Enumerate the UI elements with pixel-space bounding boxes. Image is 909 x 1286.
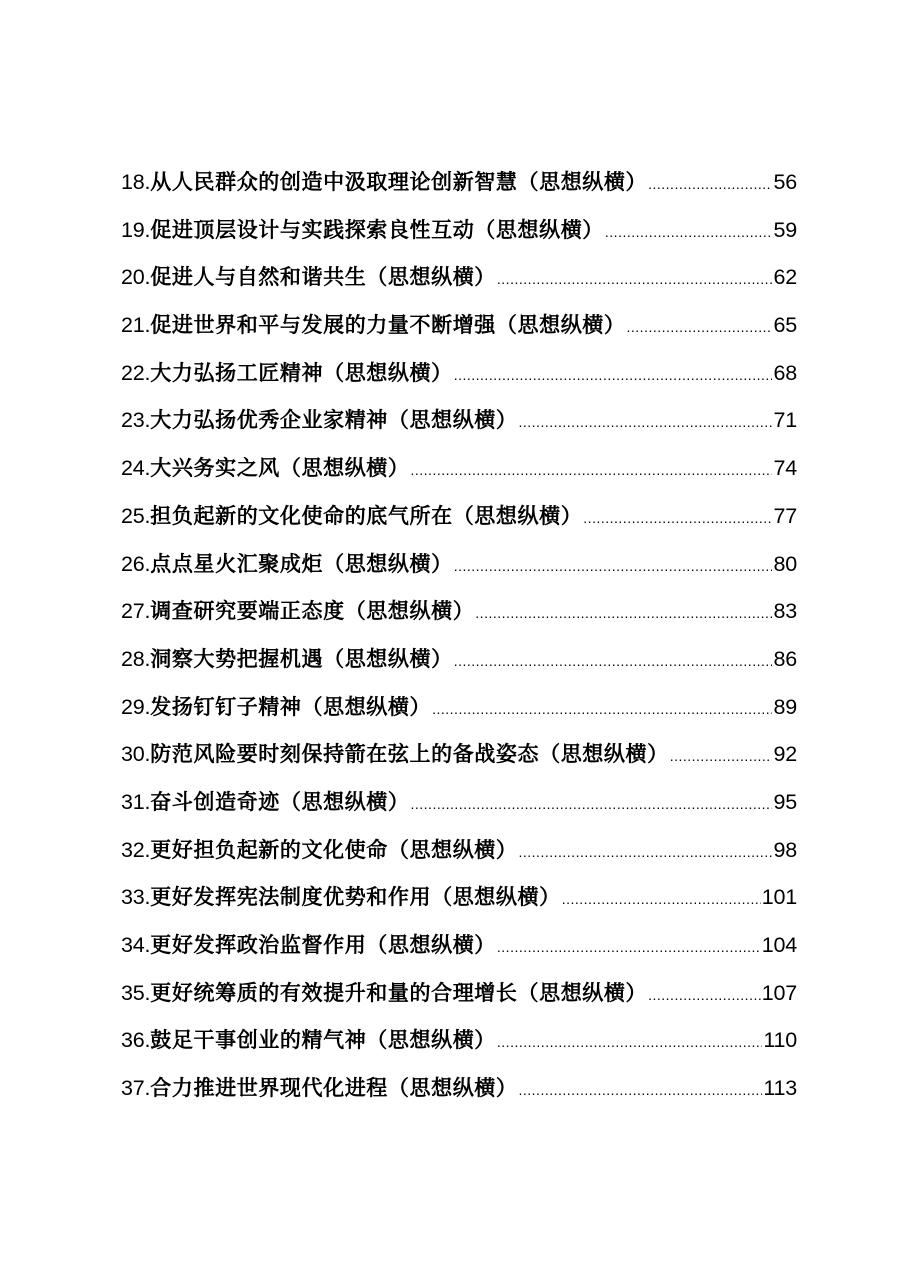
toc-entry-title: 合力推进世界现代化进程（思想纵横） — [150, 1076, 518, 1101]
dot-leader — [648, 972, 761, 1020]
toc-entry-page-number: 89 — [773, 694, 797, 719]
toc-entry-number: 18. — [121, 170, 151, 194]
dot-leader — [497, 256, 773, 304]
toc-entry-page-number: 113 — [763, 1076, 797, 1101]
table-of-contents — [121, 159, 797, 1113]
toc-entry[interactable] — [121, 350, 797, 398]
toc-entry-number: 23. — [121, 408, 151, 433]
toc-entry-number: 26. — [121, 551, 151, 576]
toc-entry[interactable] — [121, 922, 797, 970]
toc-entry[interactable] — [121, 636, 797, 684]
dot-leader — [519, 399, 773, 447]
dot-leader — [562, 876, 761, 924]
dot-leader — [432, 686, 772, 734]
toc-entry-title: 点点星火汇聚成炬（思想纵横） — [150, 551, 453, 576]
toc-entry[interactable] — [121, 731, 797, 779]
dot-leader — [497, 1019, 762, 1067]
toc-entry-title: 鼓足干事创业的精气神（思想纵横） — [150, 1028, 496, 1053]
toc-entry-page-number: 74 — [773, 456, 797, 481]
toc-entry-title: 促进世界和平与发展的力量不断增强（思想纵横） — [150, 313, 626, 338]
toc-entry[interactable] — [121, 827, 797, 875]
toc-entry[interactable] — [121, 397, 797, 445]
toc-entry-number: 19. — [121, 217, 151, 242]
toc-entry-title: 更好统筹质的有效提升和量的合理增长（思想纵横） — [150, 980, 648, 1005]
dot-leader — [411, 447, 773, 495]
dot-leader — [670, 733, 773, 781]
toc-entry-number: 33. — [121, 885, 151, 910]
toc-entry[interactable] — [121, 159, 797, 207]
toc-entry-number: 31. — [121, 789, 151, 814]
toc-entry-title: 更好发挥宪法制度优势和作用（思想纵横） — [150, 885, 561, 910]
dot-leader — [648, 161, 772, 209]
dot-leader — [411, 781, 773, 829]
toc-entry-number: 30. — [121, 742, 151, 767]
toc-entry-number: 25. — [121, 503, 151, 528]
toc-entry-number: 34. — [121, 933, 151, 957]
toc-entry-title: 大兴务实之风（思想纵横） — [150, 456, 410, 481]
toc-entry-page-number: 95 — [773, 789, 797, 814]
toc-entry-page-number: 71 — [773, 408, 797, 433]
toc-entry-page-number: 98 — [773, 837, 797, 862]
toc-entry[interactable] — [121, 588, 797, 636]
toc-entry-number: 37. — [121, 1076, 151, 1101]
toc-entry-number: 21. — [121, 313, 151, 338]
toc-entry-title: 防范风险要时刻保持箭在弦上的备战姿态（思想纵横） — [150, 742, 669, 767]
toc-entry-title: 担负起新的文化使命的底气所在（思想纵横） — [150, 503, 583, 528]
toc-entry-number: 32. — [121, 837, 151, 862]
toc-entry[interactable] — [121, 254, 797, 302]
toc-entry-page-number: 68 — [773, 360, 797, 385]
dot-leader — [454, 638, 773, 686]
toc-entry-title: 从人民群众的创造中汲取理论创新智慧（思想纵横） — [150, 170, 648, 194]
toc-entry-title: 更好担负起新的文化使命（思想纵横） — [150, 837, 518, 862]
toc-entry-title: 发扬钉钉子精神（思想纵横） — [150, 694, 432, 719]
dot-leader — [519, 829, 773, 877]
toc-entry-number: 28. — [121, 646, 151, 671]
toc-entry-title: 促进顶层设计与实践探索良性互动（思想纵横） — [150, 217, 604, 242]
dot-leader — [454, 352, 773, 400]
toc-entry[interactable] — [121, 445, 797, 493]
toc-entry[interactable] — [121, 1017, 797, 1065]
toc-entry-page-number: 107 — [761, 980, 797, 1005]
toc-entry-title: 洞察大势把握机遇（思想纵横） — [150, 646, 453, 671]
toc-entry[interactable] — [121, 207, 797, 255]
toc-entry[interactable] — [121, 541, 797, 589]
toc-entry[interactable] — [121, 779, 797, 827]
dot-leader — [583, 495, 772, 543]
toc-entry-title: 大力弘扬工匠精神（思想纵横） — [150, 360, 453, 385]
toc-entry[interactable] — [121, 1065, 797, 1113]
dot-leader — [519, 1067, 763, 1115]
toc-entry[interactable] — [121, 874, 797, 922]
toc-entry-page-number: 104 — [761, 933, 797, 957]
toc-entry[interactable] — [121, 684, 797, 732]
toc-entry[interactable] — [121, 493, 797, 541]
toc-entry-title: 大力弘扬优秀企业家精神（思想纵横） — [150, 408, 518, 433]
toc-entry-page-number: 56 — [773, 170, 797, 194]
toc-entry-page-number: 65 — [773, 313, 797, 338]
toc-entry-page-number: 86 — [773, 646, 797, 671]
toc-entry-page-number: 92 — [773, 742, 797, 767]
toc-entry-number: 29. — [121, 694, 151, 719]
toc-entry-page-number: 83 — [773, 599, 797, 624]
dot-leader — [497, 924, 761, 972]
toc-entry-page-number: 110 — [763, 1028, 797, 1053]
toc-entry-page-number: 101 — [761, 885, 797, 910]
dot-leader — [627, 304, 773, 352]
toc-entry[interactable] — [121, 302, 797, 350]
toc-entry-page-number: 59 — [773, 217, 797, 242]
toc-entry-title: 更好发挥政治监督作用（思想纵横） — [150, 933, 496, 957]
toc-entry-title: 奋斗创造奇迹（思想纵横） — [150, 789, 410, 814]
dot-leader — [605, 209, 773, 257]
toc-entry-number: 20. — [121, 265, 151, 290]
dot-leader — [454, 543, 773, 591]
dot-leader — [475, 590, 772, 638]
toc-entry-page-number: 80 — [773, 551, 797, 576]
toc-entry-number: 35. — [121, 980, 151, 1005]
toc-entry[interactable] — [121, 970, 797, 1018]
toc-entry-title: 调查研究要端正态度（思想纵横） — [150, 599, 475, 624]
toc-entry-number: 36. — [121, 1028, 151, 1053]
toc-entry-title: 促进人与自然和谐共生（思想纵横） — [150, 265, 496, 290]
toc-entry-number: 24. — [121, 456, 151, 481]
toc-entry-number: 22. — [121, 360, 151, 385]
toc-entry-page-number: 62 — [773, 265, 797, 290]
toc-entry-page-number: 77 — [773, 503, 797, 528]
toc-entry-number: 27. — [121, 599, 151, 624]
